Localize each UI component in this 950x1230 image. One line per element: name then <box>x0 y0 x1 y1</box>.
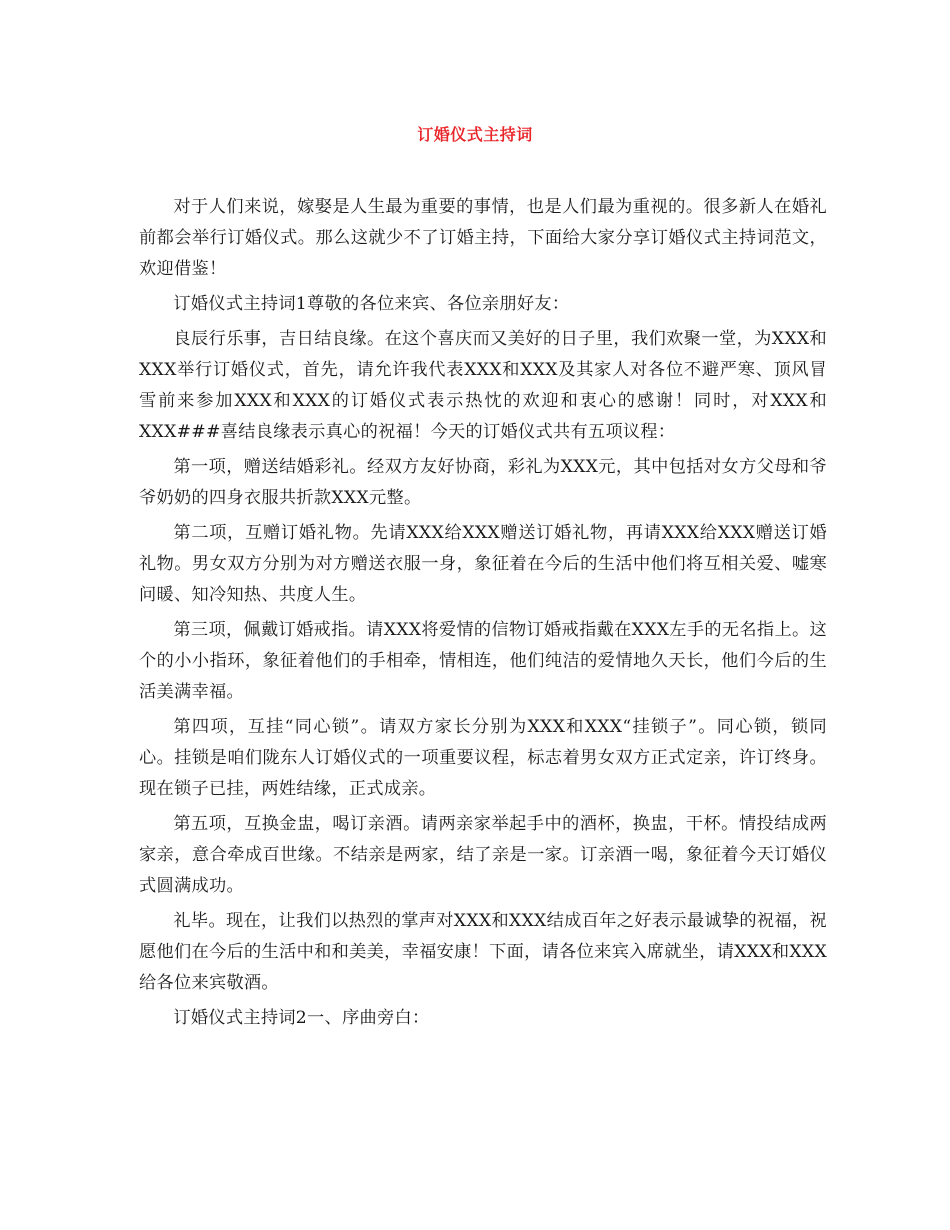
document-title: 订婚仪式主持词 <box>417 125 533 144</box>
paragraph-opening: 良辰行乐事，吉日结良缘。在这个喜庆而又美好的日子里，我们欢聚一堂，为XXX和XXX举行订婚仪式，首先，请允许我代表XXX和XXX及其家人对各位不避严寒、顶风冒雪前来参加XXX和XXX的订婚仪式表示热忱的欢迎和衷心的感谢！同时，对XXX和XXX###喜结良缘表示真心的祝福！今天的订婚仪式共有五项议程： <box>139 329 827 442</box>
paragraph-item-2: 第二项，互赠订婚礼物。先请XXX给XXX赠送订婚礼物，再请XXX给XXX赠送订婚礼物。男女双方分别为对方赠送衣服一身，象征着在今后的生活中他们将互相关爱、嘘寒问暖、知冷知热、共度人生。 <box>139 523 827 605</box>
paragraph-speech-1-heading: 订婚仪式主持词1尊敬的各位来宾、各位亲朋好友： <box>173 294 570 314</box>
paragraph-item-3: 第三项，佩戴订婚戒指。请XXX将爱情的信物订婚戒指戴在XXX左手的无名指上。这个的小小指环，象征着他们的手相牵，情相连，他们纯洁的爱情地久天长，他们今后的生活美满幸福。 <box>139 620 827 702</box>
paragraph-intro: 对于人们来说，嫁娶是人生最为重要的事情，也是人们最为重视的。很多新人在婚礼前都会举行订婚仪式。那么这就少不了订婚主持，下面给大家分享订婚仪式主持词范文，欢迎借鉴！ <box>139 197 827 279</box>
paragraph-closing: 礼毕。现在，让我们以热烈的掌声对XXX和XXX结成百年之好表示最诚挚的祝福，祝愿他们在今后的生活中和和美美，幸福安康！下面，请各位来宾入席就坐，请XXX和XXX给各位来宾敬酒。 <box>139 911 827 993</box>
paragraph-item-5: 第五项，互换金盅，喝订亲酒。请两亲家举起手中的酒杯，换盅，干杯。情投结成两家亲，意合牵成百世缘。不结亲是两家，结了亲是一家。订亲酒一喝，象征着今天订婚仪式圆满成功。 <box>139 814 827 896</box>
document-body <box>139 192 827 1038</box>
paragraph-item-1: 第一项，赠送结婚彩礼。经双方友好协商，彩礼为XXX元，其中包括对女方父母和爷爷奶奶的四身衣服共折款XXX元整。 <box>139 457 827 508</box>
paragraph-speech-2-heading: 订婚仪式主持词2一、序曲旁白： <box>173 1008 430 1028</box>
paragraph-item-4: 第四项，互挂“同心锁”。请双方家长分别为XXX和XXX“挂锁子”。同心锁，锁同心。挂锁是咱们陇东人订婚仪式的一项重要议程，标志着男女双方正式定亲，许订终身。现在锁子已挂，两姓结缘，正式成亲。 <box>139 717 827 799</box>
